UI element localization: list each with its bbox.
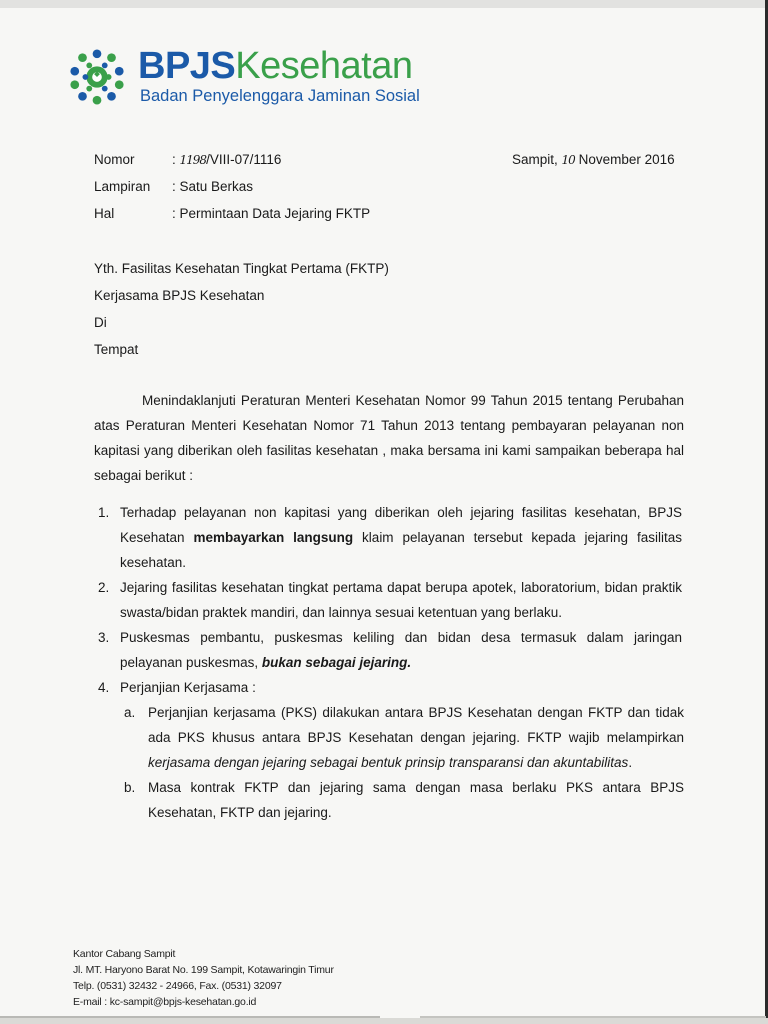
addressee-line-2: Kerjasama BPJS Kesehatan [94, 288, 265, 303]
list-item-text [120, 500, 682, 575]
page-edge-top [0, 0, 768, 8]
nomor-row [94, 152, 281, 167]
footer-rule-right [420, 1016, 766, 1018]
list-item-text: Jejaring fasilitas kesehatan tingkat pertama dapat berupa apotek, laboratorium, bidan praktik swasta/bidan praktek mandiri, dan lainnya sesuai ketentuan yang berlaku. [120, 580, 682, 620]
lampiran-label: Lampiran [94, 179, 151, 194]
logo-subtitle: Badan Penyelenggara Jaminan Sosial [140, 87, 420, 105]
addressee-line-3: Di [94, 315, 107, 330]
footer-street: Jl. MT. Haryono Barat No. 199 Sampit, Kotawaringin Timur [73, 964, 334, 976]
page-edge-bottom [0, 1018, 768, 1024]
hal-label: Hal [94, 206, 115, 221]
date-line [512, 152, 675, 167]
addressee-line-4: Tempat [94, 342, 139, 357]
nomor-label: Nomor [94, 152, 135, 167]
addressee-line-1: Yth. Fasilitas Kesehatan Tingkat Pertama (FKTP) [94, 261, 389, 276]
sublist-letter: a. [124, 705, 136, 720]
list-item-1-bold: membayarkan langsung [193, 530, 354, 545]
sublist-letter: b. [124, 780, 136, 795]
list-number: 3. [98, 630, 110, 645]
footer-address [73, 946, 334, 1010]
bpjs-logo [64, 44, 444, 114]
bpjs-logo-mark-icon [68, 48, 126, 106]
list-number: 2. [98, 580, 110, 595]
date-place: Sampit, [512, 152, 558, 167]
list-item-text: Perjanjian Kerjasama : [120, 680, 256, 695]
lampiran-row [94, 179, 253, 194]
hal-value: : Permintaan Data Jejaring FKTP [172, 206, 371, 221]
list-item-text [120, 625, 682, 675]
list-item-3-text-a: Puskesmas pembantu, puskesmas keliling dan bidan desa termasuk dalam jaringan pelayanan puskesmas, [120, 630, 682, 670]
footer-rule-left [0, 1016, 380, 1018]
list-item-3-bold-italic: bukan sebagai jejaring. [261, 655, 412, 670]
subitem-a-text: Perjanjian kerjasama (PKS) dilakukan antara BPJS Kesehatan dengan FKTP dan tidak ada PKS khusus antara BPJS Kesehatan dengan jejaring. FKTP wajib melampirkan [148, 705, 684, 745]
hal-row [94, 206, 370, 221]
nomor-colon: : [172, 152, 180, 167]
date-day-handwritten: 10 [561, 153, 575, 167]
footer-phone: Telp. (0531) 32432 - 24966, Fax. (0531) 32097 [73, 980, 282, 992]
subitem-a-italic: kerjasama dengan jejaring sebagai bentuk prinsip transparansi dan akuntabilitas [148, 755, 629, 770]
list-number: 4. [98, 680, 110, 695]
list-item-1-text-a: Terhadap pelayanan non kapitasi yang diberikan oleh jejaring fasilitas kesehatan, BPJS Kesehatan [120, 505, 682, 545]
sublist-item-text [148, 700, 684, 775]
intro-paragraph: Menindaklanjuti Peraturan Menteri Kesehatan Nomor 99 Tahun 2015 tentang Perubahan atas Peraturan Menteri Kesehatan Nomor 71 Tahun 2013 tentang pembayaran pelayanan non kapitasi yang diberikan oleh fasilitas kesehatan , maka bersama ini kami sampaikan beberapa hal sebagai berikut : [94, 393, 684, 483]
footer-office: Kantor Cabang Sampit [73, 948, 176, 960]
nomor-handwritten: 1198 [179, 153, 207, 167]
logo-title-kesehatan: Kesehatan [235, 45, 413, 87]
list-item-1-text-c: klaim pelayanan tersebut kepada jejaring fasilitas kesehatan. [120, 530, 682, 570]
sublist-item-text: Masa kontrak FKTP dan jejaring sama dengan masa berlaku PKS antara BPJS Kesehatan, FKTP dan jejaring. [148, 780, 684, 820]
logo-title [138, 44, 413, 88]
nomor-value: /VIII-07/1116 [206, 152, 282, 167]
subitem-a-period: . [628, 755, 633, 770]
date-rest: November 2016 [578, 152, 675, 167]
logo-title-bpjs: BPJS [138, 45, 236, 87]
footer-email: E-mail : kc-sampit@bpjs-kesehatan.go.id [73, 996, 257, 1008]
list-number: 1. [98, 505, 110, 520]
lampiran-value: : Satu Berkas [172, 179, 254, 194]
